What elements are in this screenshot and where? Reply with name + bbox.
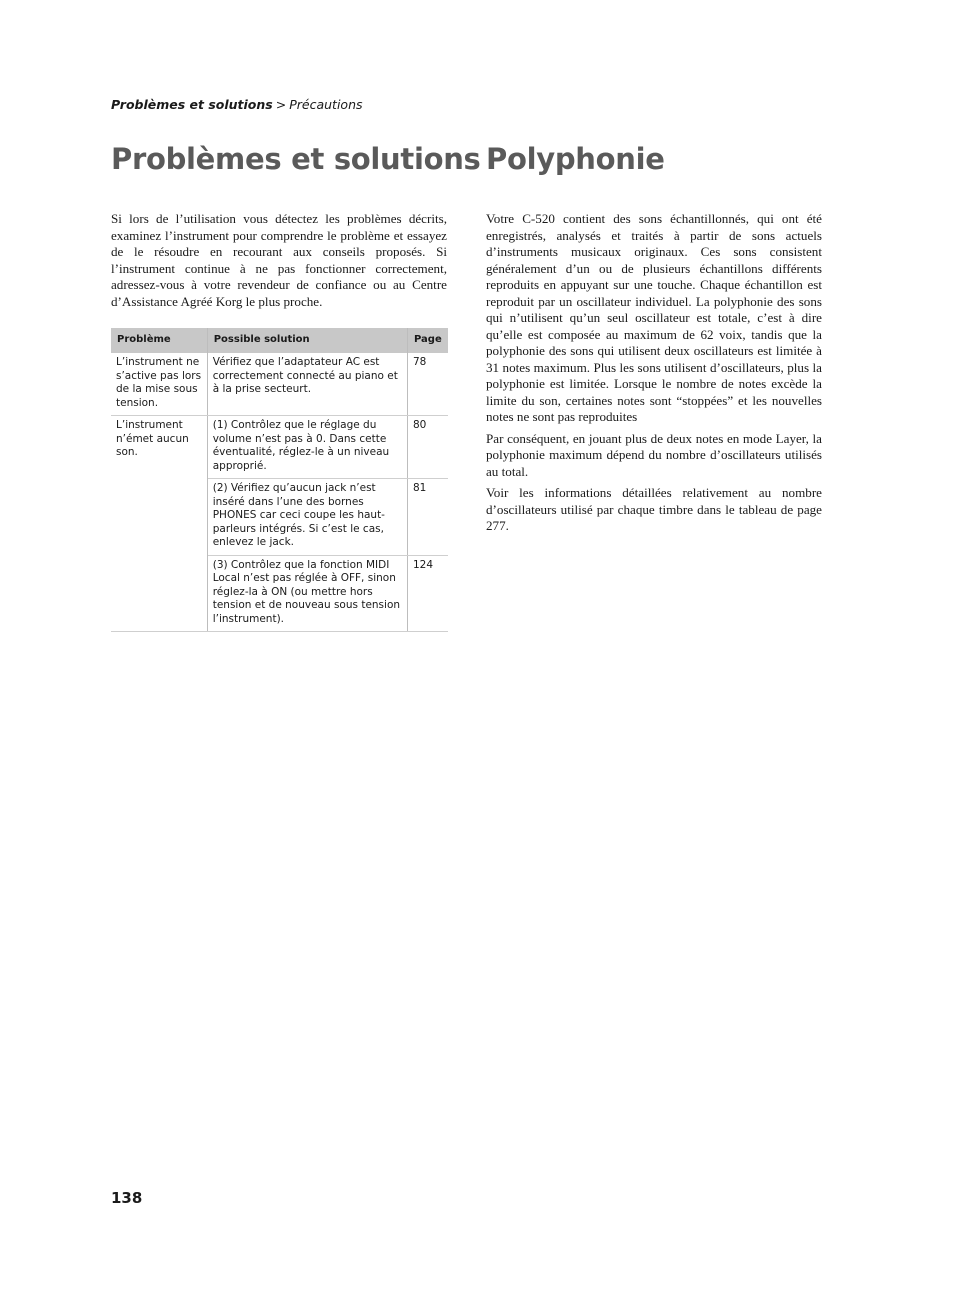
page-title-problems: Problèmes et solutions [111,142,481,176]
problems-column [111,211,447,315]
problems-intro-paragraph: Si lors de l’utilisation vous détectez les problèmes décrits, examinez l’instrument pour comprendre le problème et essayez de le résoudre en recourant aux conseils proposés. Si l’instrument continue à ne pas fonctionner correctement, adressez-vous à votre revendeur de confiance ou au Centre d’Assistance Agréé Korg le plus proche. [111,211,447,309]
table-header-row [111,328,448,353]
table-row [111,416,448,479]
solution-cell: (2) Vérifiez qu’aucun jack n’est inséré dans l’une des bornes PHONES car ceci coupe les haut-parleurs intégrés. Si c’est le cas, enlevez le jack. [207,479,407,556]
problem-cell: L’instrument n’émet aucun son. [111,416,207,632]
problem-cell: L’instrument ne s’active pas lors de la mise sous tension. [111,353,207,416]
solution-cell: (3) Contrôlez que la fonction MIDI Local n’est pas réglée à OFF, sinon réglez-la à ON (ou mettre hors tension et de nouveau sous tension l’instrument). [207,555,407,632]
polyphony-paragraph: Votre C-520 contient des sons échantillonnés, qui ont été enregistrés, analysés et traités à partir de sons actuels d’instruments musicaux originaux. Ces sons consistent généralement d’un ou de plusieurs échantillons différents reproduits en appuyant sur une touche. Chaque échantillon est reproduit par un oscillateur individuel. La polyphonie des sons qui n’utilisent qu’un seul oscillateur est totale, c’est à dire qu’elle est composée au maximum de 62 voix, tandis que la polyphonie des sons qui utilisent deux oscillateurs est limitée à 31 notes maximum. Plus les sons utilisent d’oscillateurs, plus la polyphonie est limitée. Lorsque le nombre de notes excède la limite du son, certaines notes sont “stoppées” et les nouvelles notes ne sont pas reproduites [486,211,822,424]
page-cell: 78 [407,353,448,416]
page-cell: 81 [407,479,448,556]
breadcrumb-subsection: Précautions [289,97,363,112]
breadcrumb-section: Problèmes et solutions [111,97,273,112]
column-header-solution: Possible solution [207,328,407,353]
table-row [111,353,448,416]
polyphony-paragraph: Par conséquent, en jouant plus de deux notes en mode Layer, la polyphonie maximum dépend du nombre d’oscillateurs utilisés au total. [486,430,822,479]
page-number: 138 [111,1189,143,1207]
troubleshooting-table [111,328,448,632]
polyphony-paragraph: Voir les informations détaillées relativement au nombre d’oscillateurs utilisé par chaque timbre dans le tableau de page 277. [486,485,822,533]
polyphony-column [486,211,822,540]
page-cell: 80 [407,416,448,479]
solution-cell: (1) Contrôlez que le réglage du volume n’est pas à 0. Dans cette éventualité, réglez-le à un niveau approprié. [207,416,407,479]
column-header-page: Page [407,328,448,353]
solution-cell: Vérifiez que l’adaptateur AC est correctement connecté au piano et à la prise secteurt. [207,353,407,416]
page-title-polyphony: Polyphonie [486,142,665,176]
column-header-problem: Problème [111,328,207,353]
page-cell: 124 [407,555,448,632]
breadcrumb-separator: > [275,97,287,112]
breadcrumb [111,97,363,112]
